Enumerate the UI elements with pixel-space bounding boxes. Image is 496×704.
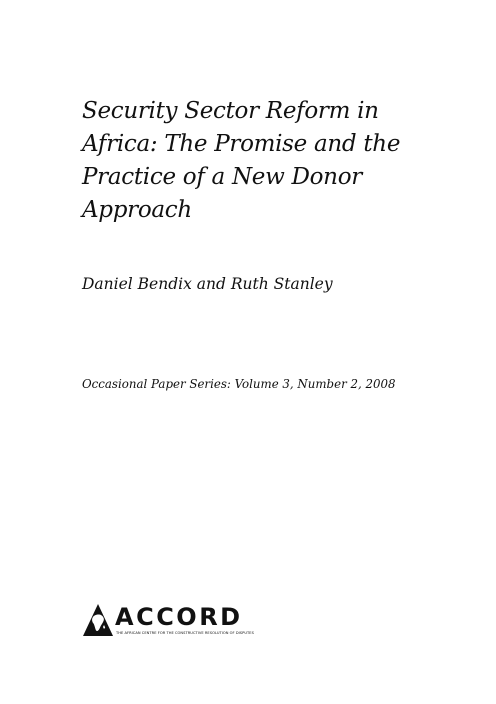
series-info: Occasional Paper Series: Volume 3, Number 2, 2008	[82, 377, 396, 391]
title-line-2: Africa: The Promise and the	[82, 131, 401, 157]
title-line-1: Security Sector Reform in	[82, 98, 379, 124]
title-line-4: Approach	[82, 197, 192, 223]
document-title	[82, 95, 442, 227]
accord-logo	[82, 603, 282, 643]
title-line-3: Practice of a New Donor	[82, 164, 362, 190]
logo-wordmark: ACCORD	[115, 603, 243, 631]
logo-tagline: THE AFRICAN CENTRE FOR THE CONSTRUCTIVE RESOLUTION OF DISPUTES	[116, 631, 254, 635]
authors: Daniel Bendix and Ruth Stanley	[82, 275, 333, 293]
africa-map-icon	[82, 603, 114, 637]
